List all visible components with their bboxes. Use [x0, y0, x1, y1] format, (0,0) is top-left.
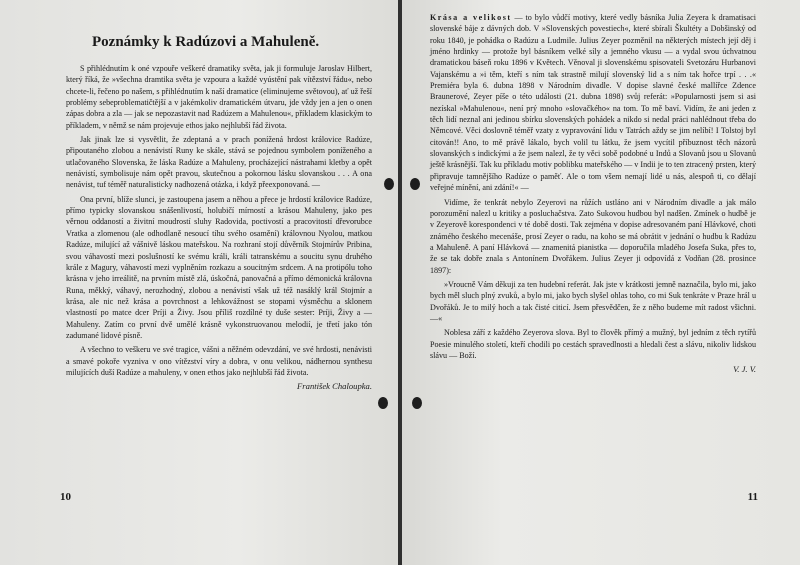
- article-title: Poznámky k Radúzovi a Mahuleně.: [92, 34, 320, 50]
- paragraph: Ona první, blíže slunci, je zastoupena jasem a něhou a přece je hrdostí královice Radúze, přímo typicky slovanskou snášenlivostí, holubičí mírností a krásou Mahuleny, jako pes věrnou oddaností a živitní moudrostí sluhy Radovida, poctivostí a pracovitostí dřevorubce Vratka a zlomenou (ale odhodlaně nesoucí tíhu svého osamění) královnou Nyolou, matkou Radúze, milující až vášnivě láskou mateřskou. Na rozhraní stojí důvěrník Stojmírův Pribina, svou váhavostí mezi poslušností ke svému králi, králi tatranskému a soucitu synu druhého krále z Magury, váhavostí mezi vyplněním rozkazu a soucitným srdcem. A na protipólu toho krásna v jeho irreálitě, na prvním místě zlá, úskočná, panovačná a přímo démonická královna Runa, měkký, váhavý, nerozhodný, zlobou a nenávistí však už též nasáklý král Stojmír a krása, ale nic než krása a povrchnost a lehkovážnost se stopami výsměchu a sklonem vlastností po matce dcer Príji a Živy. Jsou příliš rozdílné ty duše sester: Príji, Živy a — Mahuleny. Zatím co první dvě umělé krásně vykonstruovanou melodií, je třetí jako tón zadumané lidové písně.: [66, 194, 372, 340]
- quote-paragraph: »Vroucně Vám děkuji za ten hudební referát. Jak jste v krátkosti jemně naznačila, bylo mi, jako bych měl sluch plný zvuků, a bylo mi, jako bych slyšel ohlas toho, co mi Suk tenkráte v Praze hrál u Dvořáků. Je to milý hoch a tak čisté citicí. Jsem přesvědčen, že z něho budeme mít radost všichni. —«: [430, 279, 756, 323]
- paragraph: Jak jinak lze si vysvětlit, že zdeptaná a v prach ponížená hrdost královice Radúze, připoutaného zlobou a nenávistí Runy ke skále, stává se pojednou symbolem poníženého a utlačovaného Slovenska, že láska Radúze a Mahuleny, procházející nástrahami kletby a opět nenávistí, symbolisuje nám opět pravou, skutečnou a pokornou lásku slovanskou . . . A ona nenávist, tuf téměř naturalisticky nadhozená otázka, i když přeexponovaná. —: [66, 135, 372, 190]
- paragraph: Vidíme, že tenkrát nebylo Zeyerovi na růžích ustláno ani v Národním divadle a jak málo porozumění nalezl u kritiky a posluchačstva. Zato Sukovou hudbou byl nadšen. Zmínek o hudbě je v Zeyerově korespondenci v té době dosti. Tak zejména v dopise adresovaném paní Hlávkové, choti známého českého mecenáše, prosí Zeyer o radu, na koho se má obrátit v jednání o hudbu k Radúzu a Mahuleně. A paní Hlávková — znamenitá pianistka — doporučila mladého Josefa Suka, přes to, že se tak dobře znala s Antonínem Dvořákem. Julius Zeyer ji odpovídá z Vodňan (28. prosince 1897):: [430, 197, 756, 275]
- paragraph: [430, 12, 756, 194]
- page-number: 10: [60, 491, 71, 503]
- author-signature: V. J. V.: [733, 364, 756, 375]
- page-number: 11: [747, 491, 758, 503]
- paragraph: S přihlédnutím k oné vzpouře veškeré dramatiky světa, jak ji formuluje Jaroslav Hilbert, který říká, že »všechna dramtika světa je vzpoura a každé vyústění pak vítězství řádu«, nebo chcete-li, řečeno po našem, s přihlédnutím k naší dramatice (eliminujeme světovou), ať už řeší problémy sebeproblematičtější a v jakémkoliv dramatickém útvaru, jde vždy jen a jen o onen zápas dobra a zla — jak se nepozastavit nad Radúzem a Mahulenou«, příkladem klasickým to příkladem, v němž se nám projevuje ethos jako nejhlubší řád života.: [66, 64, 372, 130]
- paragraph: Noblesa září z každého Zeyerova slova. Byl to člověk přímý a mužný, byl jedním z těch rytířů Poesie minulého století, kteří chodili po cestách spravedlnosti a hledali čest a slávu, nikoliv lidskou slávu — Boží.: [430, 328, 756, 360]
- paragraph: A všechno to veškeru ve své tragice, vášni a něžném odevzdání, ve své hrdosti, nenávisti a smavé pokoře vyzniva v ono vítězství víry a dobra, v onu velikou, nádhernou synthesu milujících duší Radúze a mahuleny, v onen ethos jako nejhlubší řád života.: [66, 345, 372, 377]
- left-page: [0, 0, 398, 565]
- binding-hole: [378, 397, 388, 409]
- paragraph-text: — to bylo vůdčí motivy, které vedly básníka Julia Zeyera k dramatisaci slovenské báje z dávných dob. V »Slovenských povestiech«, které sbírali Škultéty a Dobšinský od roku 1840, je pohádka o Radúzu a Ludmile. Julius Zeyer pozměnil na některých místech její děj i jméno hrdinky — protože byl básníkem velké síly a jemného vkusu — a vydal svou úchvatnou dramatickou báseň roku 1896 v Květech. Věnoval ji slovenskému spisovateli Svetozáru Hurbanovi Vajanskému a »i těm, kteří s ním tak strastně milují slovenský lid a s ním tak hořce trpí . . .« Premiéra byla 6. dubna 1898 v Národním divadle. V dopise slavné české mallířce Zdence Braunerové, Zeyer píše o této události (21. dubna 1898) svůj referát: »Popularnosti jsem si asi nezískal »Mahulenou«, není prý mnoho »slovačkého« na tom. To mě baví. Vidím, že ani jeden z těch lidí neznal ani jedinou sbírku slovenských pohádek a nikdo si nedal práci nahlédnout třeba do Němcové. Věci doslovně téměř vzaty z vypravování lidu v Tatrách aždy se jim nelíbí! I Tolstoj byl citován!! Ano, to mě právě lákalo, bych volil tu látku, že jsem vycítil příbuznost těch názorů slovanských s indickými a že jsem nalezl, že ty věci sobě podobné u Indů a Slovanů jsou u Slovanů ještě krásnější. Tak ku příkladu motiv poblibku mateřského — v Indii je to ten ztracený prsten, který připravuje tamnějšího Radúze o paměť. Ale o tom všem nemají lidé u nás, alespoň ti, co dělají veřejné mínění, ani zdání!« —: [430, 13, 756, 193]
- opening-caps: Krása a velikost: [430, 13, 512, 22]
- author-signature: František Chaloupka.: [297, 381, 372, 392]
- right-page: [402, 0, 800, 565]
- binding-hole: [410, 178, 420, 190]
- binding-hole: [412, 397, 422, 409]
- binding-hole: [384, 178, 394, 190]
